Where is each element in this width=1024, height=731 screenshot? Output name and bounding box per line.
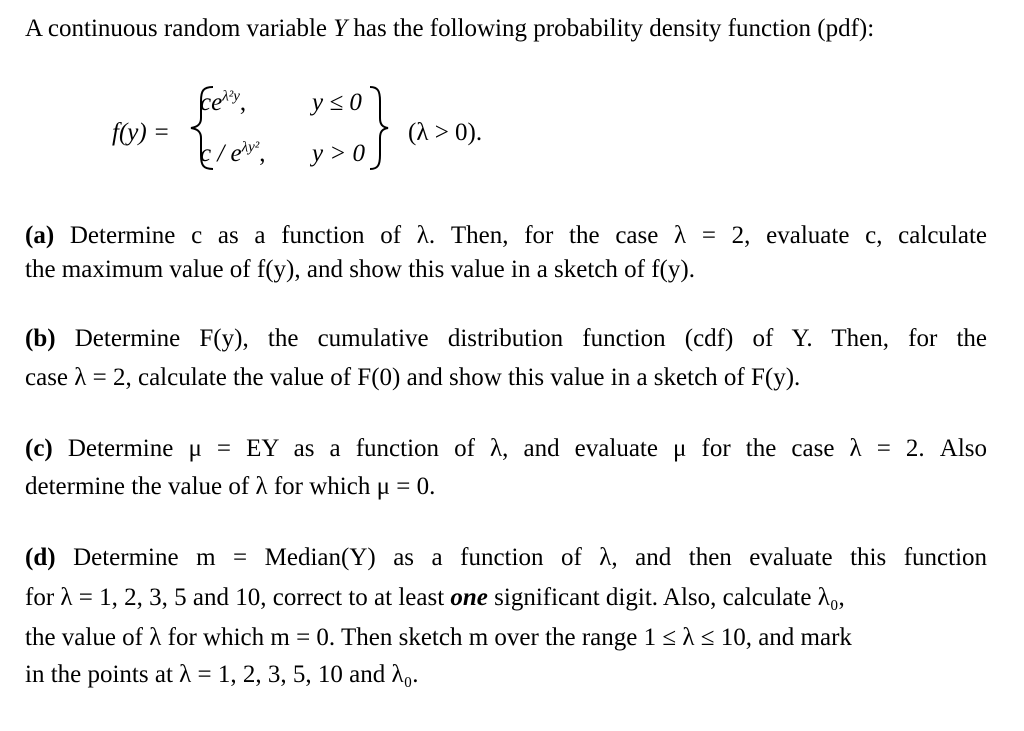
part-b-line1: [25, 324, 987, 354]
part-d-line2-pre: for λ = 1, 2, 3, 5 and 10, correct to at least: [25, 584, 451, 611]
case2-base: c / e: [200, 140, 242, 167]
part-c-line1: [25, 434, 987, 464]
pdf-case2-cond: y > 0: [312, 140, 365, 167]
pdf-case1-cond: y ≤ 0: [312, 89, 362, 116]
part-a-label: (a): [25, 222, 55, 249]
part-d-line1: [25, 543, 987, 573]
part-d-line3: the value of λ for which m = 0. Then sketch m over the range 1 ≤ λ ≤ 10, and mark: [25, 624, 852, 651]
case1-comma: ,: [239, 89, 247, 116]
case1-base: ce: [200, 89, 223, 116]
intro-variable: Y: [333, 15, 348, 42]
part-d-line2-emphasis: one: [450, 584, 488, 611]
part-c-text1: Determine μ = EY as a function of λ, and evaluate μ for the case λ = 2. Also: [67, 435, 987, 462]
part-c-label: (c): [25, 435, 53, 462]
part-b-text1: Determine F(y), the cumulative distribution function (cdf) of Y. Then, for the: [74, 325, 987, 352]
intro-text: [25, 14, 874, 44]
intro-post: has the following probability density function (pdf):: [347, 15, 875, 42]
part-a-text1: Determine c as a function of λ. Then, for the case λ = 2, evaluate c, calculate: [69, 222, 987, 249]
part-a-line2: the maximum value of f(y), and show this value in a sketch of f(y).: [25, 256, 695, 283]
part-d-label: (d): [25, 544, 56, 571]
part-d-line2: [25, 583, 845, 613]
part-b-line2: case λ = 2, calculate the value of F(0) and show this value in a sketch of F(y).: [25, 364, 801, 391]
intro-pre: A continuous random variable: [25, 15, 334, 42]
part-b-label: (b): [25, 325, 56, 352]
pdf-lhs: f(y) =: [112, 119, 170, 146]
part-c-line2: determine the value of λ for which μ = 0.: [25, 473, 436, 500]
part-d-line2-post: significant digit. Also, calculate λ₀,: [487, 584, 845, 611]
part-d-text1: Determine m = Median(Y) as a function of λ, and then evaluate this function: [73, 544, 988, 571]
pdf-case2-expr: [200, 139, 266, 169]
part-d-line4: in the points at λ = 1, 2, 3, 5, 10 and λ₀.: [25, 661, 419, 688]
right-brace-icon: [366, 85, 392, 171]
pdf-parameter-condition: (λ > 0).: [408, 119, 483, 146]
case1-exponent: λ²y: [222, 88, 240, 105]
case2-exponent: λy²: [241, 139, 260, 156]
part-a-line1: [25, 221, 987, 251]
case2-comma: ,: [259, 140, 266, 167]
pdf-case1-expr: [200, 88, 246, 118]
